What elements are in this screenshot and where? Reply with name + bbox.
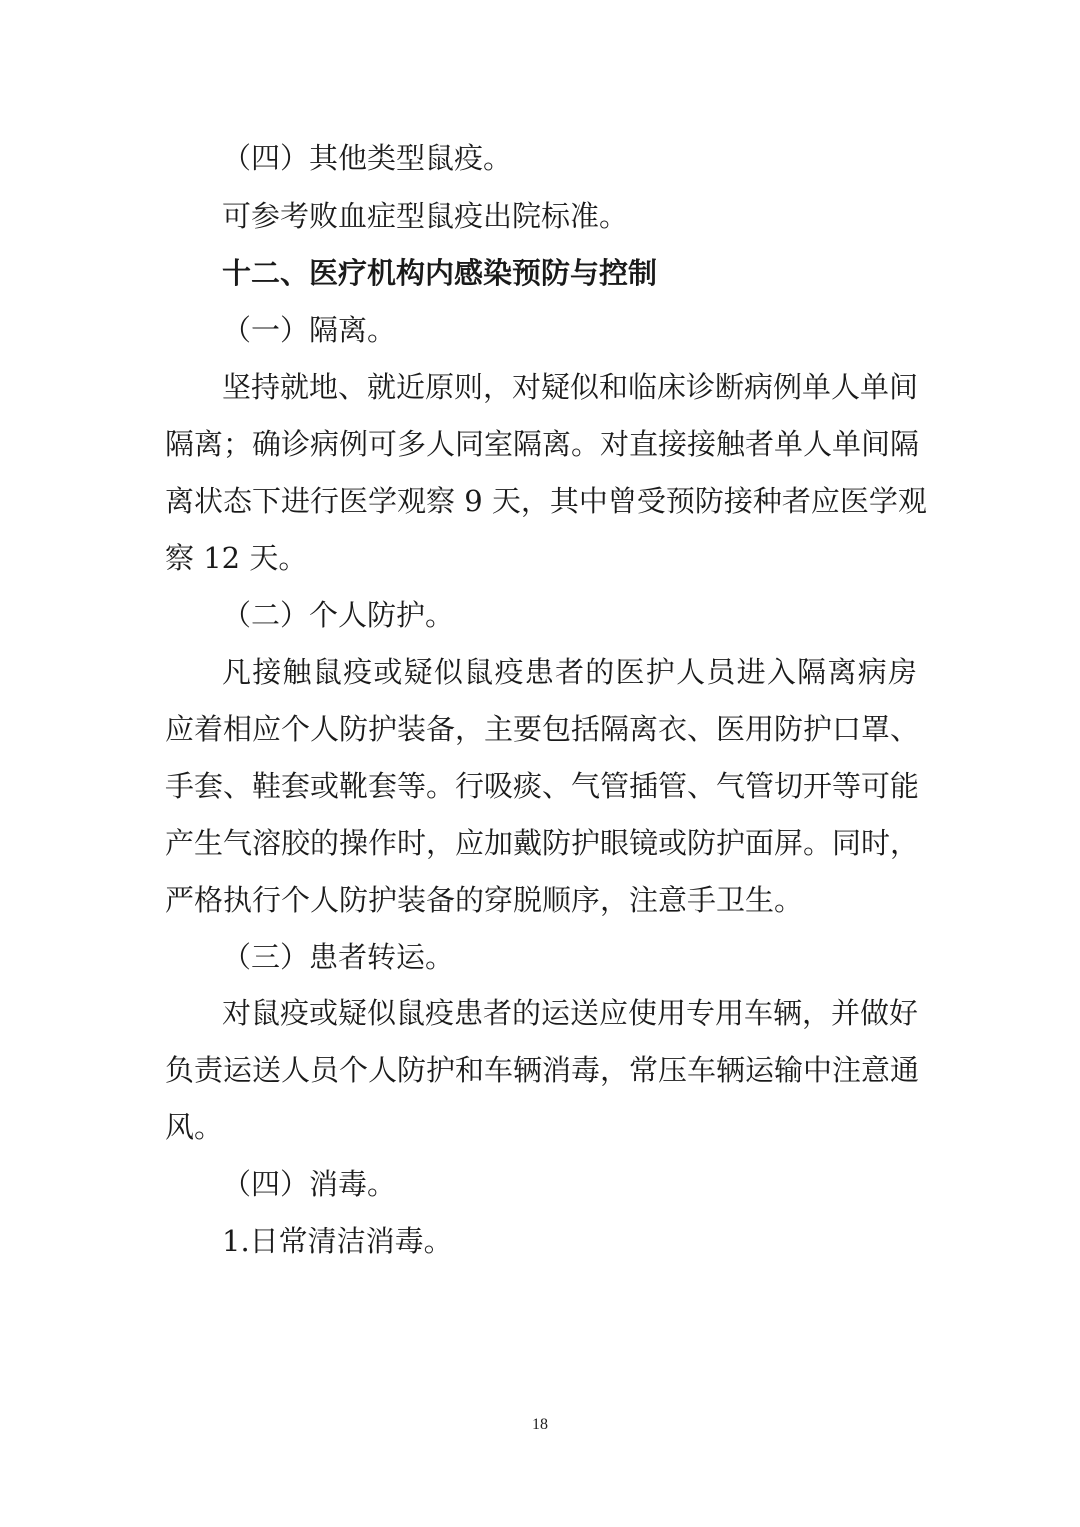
subheading-other-plague-types: （四）其他类型鼠疫。	[222, 141, 513, 175]
paragraph-discharge-reference: 可参考败血症型鼠疫出院标准。	[222, 199, 629, 233]
paragraph-protection-line-5: 严格执行个人防护装备的穿脱顺序，注意手卫生。	[165, 883, 804, 917]
section-heading-infection-control: 十二、医疗机构内感染预防与控制	[222, 256, 658, 290]
page-number: 18	[532, 1416, 548, 1433]
paragraph-isolation-line-3: 离状态下进行医学观察 9 天，其中曾受预防接种者应医学观	[165, 484, 927, 518]
paragraph-protection-line-4: 产生气溶胶的操作时，应加戴防护眼镜或防护面屏。同时，	[165, 826, 920, 860]
subheading-isolation: （一）隔离。	[222, 313, 397, 347]
paragraph-transfer-line-3: 风。	[165, 1110, 224, 1144]
paragraph-isolation-line-4: 察 12 天。	[165, 541, 308, 575]
subheading-personal-protection: （二）个人防护。	[222, 598, 455, 632]
paragraph-transfer-line-1: 对鼠疫或疑似鼠疫患者的运送应使用专用车辆，并做好	[222, 996, 919, 1030]
paragraph-protection-line-2: 应着相应个人防护装备，主要包括隔离衣、医用防护口罩、	[165, 712, 920, 746]
paragraph-isolation-line-2: 隔离；确诊病例可多人同室隔离。对直接接触者单人单间隔	[165, 427, 920, 461]
paragraph-protection-line-3: 手套、鞋套或靴套等。行吸痰、气管插管、气管切开等可能	[165, 769, 920, 803]
paragraph-isolation-line-1: 坚持就地、就近原则，对疑似和临床诊断病例单人单间	[222, 370, 919, 404]
subheading-patient-transfer: （三）患者转运。	[222, 940, 455, 974]
list-item-daily-cleaning: 1.日常清洁消毒。	[222, 1224, 453, 1258]
subheading-disinfection: （四）消毒。	[222, 1167, 397, 1201]
paragraph-transfer-line-2: 负责运送人员个人防护和车辆消毒，常压车辆运输中注意通	[165, 1053, 920, 1087]
paragraph-protection-line-1: 凡接触鼠疫或疑似鼠疫患者的医护人员进入隔离病房	[222, 655, 917, 689]
